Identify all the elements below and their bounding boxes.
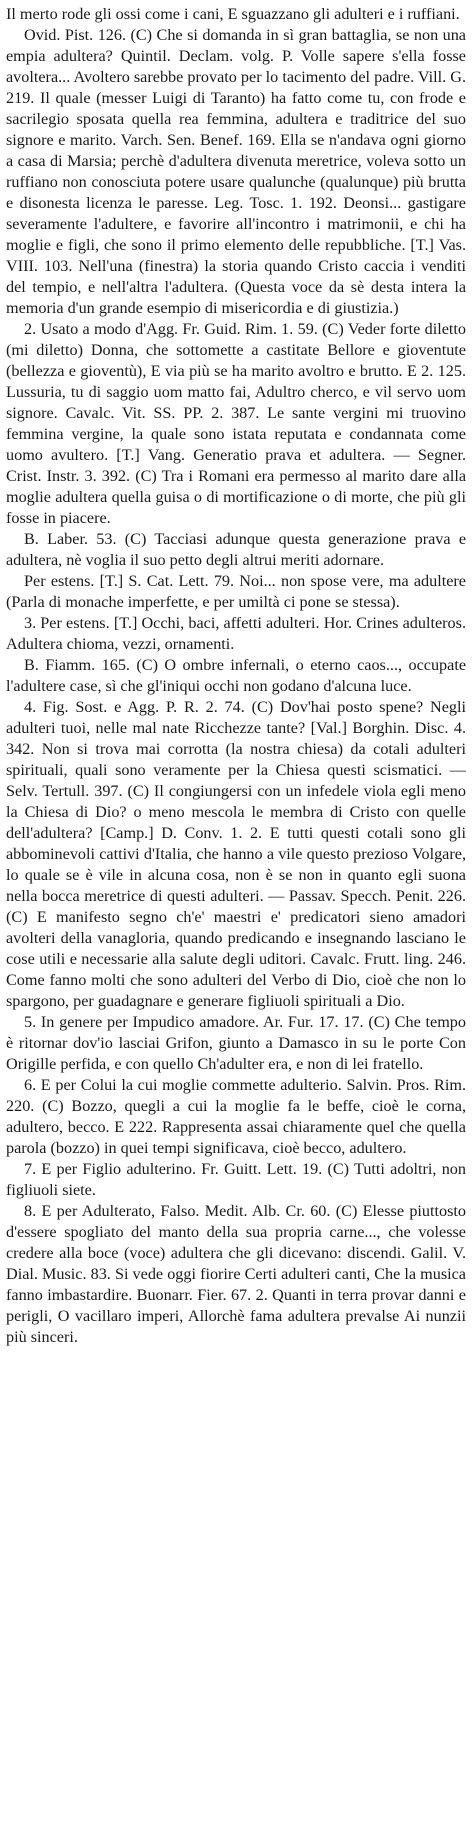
sense-7-figlio-adulterino: 7. E per Figlio adulterino. Fr. Guitt. Lett. 19. (C) Tutti adoltri, non figliuoli siete. xyxy=(6,1160,466,1199)
sense-4-figurative: 4. Fig. Sost. e Agg. P. R. 2. 74. (C) Dov'hai posto spene? Negli adulteri tuoi, nelle mal nate Ricchezze tante? [Val.] Borghin. Disc. 4. 342. Non si trova mai corrotta (la nostra chiesa) da cotali adulteri spirituali, quali sono veramente per la Chiesa questi scismatici. — Selv. Tertull. 397. (C) Il congiungersi con un infedele viola egli meno la Chiesa di Dio? o meno mescola le membra di Cristo con quelle dell'adultera? [Camp.] D. Conv. 1. 2. E tutti questi cotali sono gli abbominevoli cattivi d'Italia, che hanno a vile questo prezioso Volgare, lo quale se è vile in alcuna cosa, non è se non in quanto egli suona nella bocca meretrice di questi adulteri. — Passav. Specch. Penit. 226. (C) E manifesto segno ch'e' maestri e' predicatori sieno amadori avolteri della vanagloria, quando predicando e insegnando lasciano le cose utili e necessarie alla salute degli uditori. Cavalc. Frutt. ling. 246. Come fanno molti che sono adulteri del Verbo di Dio, cioè che non lo spargono, per guadagnare e generare figliuoli spirituali a Dio. xyxy=(6,698,466,1010)
sense-3-per-estens: 3. Per estens. [T.] Occhi, baci, affetti adulteri. Hor. Crines adulteros. Adultera chioma, vezzi, ornamenti. xyxy=(6,614,466,653)
entry-citations: Ovid. Pist. 126. (C) Che si domanda in sì gran battaglia, se non una empia adultera? Quintil. Declam. volg. P. Volle sapere s'ella fosse avoltera... Avoltero sarebbe provato per lo tacimento del padre. Vill. G. 219. Il quale (messer Luigi di Taranto) ha fatto come tu, con frode e sacrilegio sposata quella rea femmina, adultera e traditrice del suo signore e marito. Varch. Sen. Benef. 169. Ella se n'andava ogni giorno a casa di Marsia; perchè d'adultera divenuta meretrice, voleva sotto un ruffiano non conosciuta potere usare qualunche (qualunque) più brutta e disonesta licenza le paresse. Leg. Tosc. 1. 192. Deonsi... gastigare severamente l'adultere, e favorire all'incontro i matrimonii, e chi ha moglie e figli, che sono il primo elemento delle repubbliche. [T.] Vas. VIII. 103. Nell'una (finestra) la storia quando Cristo caccia i venditi del tempio, e nell'altra l'adultera. (Questa voce da sè desta intera la memoria d'un grande esempio di misericordia e di giustizia.) xyxy=(6,26,466,317)
sense-2-laber-citation: B. Laber. 53. (C) Tacciasi adunque questa generazione prava e adultera, nè voglia il suo petto degli altrui meriti adornare. xyxy=(6,530,466,569)
sense-3-fiamm-citation: B. Fiamm. 165. (C) O ombre infernali, o eterno caos..., occupate l'adultere case, sì che gl'iniqui occhi non godano d'alcuna luce. xyxy=(6,656,466,695)
sense-5-impudico-amadore: 5. In genere per Impudico amadore. Ar. Fur. 17. 17. (C) Che tempo è ritornar dov'io lasciai Grifon, giunto a Damasco in su le porte Con Origille perfida, e con quello Ch'adulter era, e non di lei fratello. xyxy=(6,1013,466,1073)
sense-2-adjective-use: 2. Usato a modo d'Agg. Fr. Guid. Rim. 1. 59. (C) Veder forte diletto (mi diletto) Donna, che sottomette a castitate Bellore e gioventute (bellezza e gioventù), E via più se ha marito avoltro e brutto. E 2. 125. Lussuria, tu di saggio uom matto fai, Adultro cherco, e vil servo uom signore. Cavalc. Vit. SS. PP. 2. 387. Le sante vergini mi truovino femmina vergine, la quale sono istata reputata e condannata come uomo avultero. [T.] Vang. Generatio prava et adultera. — Segner. Crist. Instr. 3. 392. (C) Tra i Romani era permesso al marito dare alla moglie adultera quella guisa o di mortificazione o di morte, che più gli fosse in piacere. xyxy=(6,320,466,527)
sense-8-adulterato-falso: 8. E per Adulterato, Falso. Medit. Alb. Cr. 60. (C) Elesse piuttosto d'essere spogliato del manto della sua propria carne..., che volesse credere alla boce (voce) adultera che gli dicevano: discendi. Galil. V. Dial. Music. 83. Si vede oggi fiorire Certi adulteri canti, Che la musica fanno imbastardire. Buonarr. Fier. 67. 2. Quanti in terra provar danni e perigli, O vacillaro imperi, Allorchè fama adultera prevalse Ai nunzii più sinceri. xyxy=(6,1202,466,1346)
sense-2-per-estens: Per estens. [T.] S. Cat. Lett. 79. Noi... non spose vere, ma adultere (Parla di monache imperfette, e per umiltà ci pone se stessa). xyxy=(6,572,466,611)
sense-6-cuckold: 6. E per Colui la cui moglie commette adulterio. Salvin. Pros. Rim. 220. (C) Bozzo, quegli a cui la moglie fa le beffe, cioè le corna, adultero, becco. E 222. Rappresenta assai chiaramente quel che quella parola (bozzo) in quei tempi significava, cioè becco, adultero. xyxy=(6,1076,466,1157)
entry-continuation: Il merto rode gli ossi come i cani, E sguazzano gli adulteri e i ruffiani. xyxy=(6,5,460,23)
